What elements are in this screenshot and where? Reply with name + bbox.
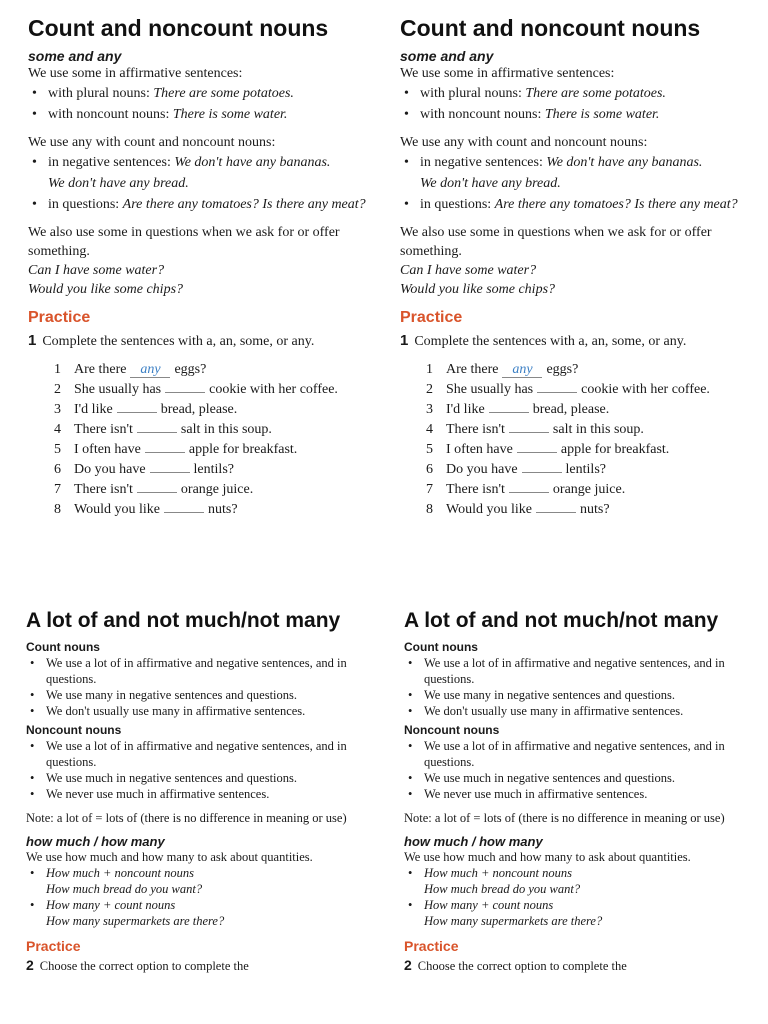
- item-text-before: I'd like: [446, 402, 485, 417]
- item-text-after: apple for breakfast.: [560, 442, 670, 457]
- intro-text: We use any with count and noncount nouns:: [400, 135, 648, 150]
- alot-panel-right: [404, 606, 760, 1024]
- count-noncount-panel-left: [28, 12, 380, 552]
- item-number: 7: [54, 482, 61, 497]
- item-text-before: She usually has: [446, 382, 534, 397]
- practice-heading: Practice: [404, 938, 459, 954]
- exercise-item: [400, 460, 760, 480]
- list-item: • We don't usually use many in affirmative sentences.: [30, 704, 306, 718]
- section-title: A lot of and not much/not many: [404, 609, 719, 632]
- item-text-before: There isn't: [446, 422, 505, 437]
- item-number: 5: [426, 442, 433, 457]
- bullet-list: [26, 738, 378, 802]
- exercise-item: [400, 440, 760, 460]
- practice-heading: Practice: [400, 309, 463, 326]
- item-number: 6: [54, 462, 61, 477]
- bullet-list: [404, 897, 760, 913]
- empty-blank: [164, 500, 204, 513]
- exercise-item: [28, 480, 380, 500]
- item-text-after: salt in this soup.: [552, 422, 644, 437]
- list-item: • with noncount nouns: There is some water.: [32, 107, 288, 122]
- example-text: How many supermarkets are there?: [46, 914, 225, 928]
- exercise-item: [28, 380, 380, 400]
- exercise-instruction: 1 Complete the sentences with a, an, some, or any.: [28, 332, 315, 349]
- exercise-item: [400, 400, 760, 420]
- item-text-before: Do you have: [74, 462, 146, 477]
- exercise-item: [400, 380, 760, 400]
- intro-text: We also use some in questions when we ask for or offer something.: [400, 225, 712, 259]
- list-item: • in questions: Are there any tomatoes? Is there any meat?: [32, 197, 366, 212]
- noncount-nouns-heading: Noncount nouns: [26, 723, 122, 737]
- intro-text: We use some in affirmative sentences:: [28, 66, 243, 81]
- item-number: 2: [54, 382, 61, 397]
- example-text: Would you like some chips?: [400, 282, 556, 297]
- empty-blank: [145, 440, 185, 453]
- practice-heading: Practice: [26, 938, 81, 954]
- exercise-instruction: 2 Choose the correct option to complete the: [26, 957, 249, 973]
- empty-blank: [509, 420, 549, 433]
- note-text: Note: a lot of = lots of (there is no difference in meaning or use): [404, 811, 725, 825]
- empty-blank: [117, 400, 157, 413]
- empty-blank: [489, 400, 529, 413]
- empty-blank: [522, 460, 562, 473]
- section-title: Count and noncount nouns: [28, 15, 329, 41]
- item-text-after: apple for breakfast.: [188, 442, 298, 457]
- list-item: • We use a lot of in affirmative and negative sentences, and in questions.: [408, 656, 725, 686]
- list-item: • How many + count nouns: [30, 898, 176, 912]
- list-item: • We use a lot of in affirmative and negative sentences, and in questions.: [408, 739, 725, 769]
- item-text-before: She usually has: [74, 382, 162, 397]
- item-number: 1: [426, 362, 433, 377]
- item-text-after: eggs?: [546, 362, 579, 377]
- exercise-item: [28, 460, 380, 480]
- some-any-heading: some and any: [400, 48, 494, 64]
- practice-heading: Practice: [28, 309, 91, 326]
- empty-blank: [165, 380, 205, 393]
- intro-text: We also use some in questions when we ask for or offer something.: [28, 225, 340, 259]
- list-item: • We use many in negative sentences and questions.: [408, 688, 676, 702]
- item-text-before: Are there: [446, 362, 499, 377]
- item-text-before: There isn't: [446, 482, 505, 497]
- empty-blank: [517, 440, 557, 453]
- exercise-item: [28, 440, 380, 460]
- list-item: • in questions: Are there any tomatoes? Is there any meat?: [404, 197, 738, 212]
- item-number: 8: [54, 502, 61, 517]
- exercise-item: [28, 400, 380, 420]
- example-text: How many supermarkets are there?: [424, 914, 603, 928]
- how-much-heading: how much / how many: [404, 834, 543, 849]
- example-text: How much bread do you want?: [46, 882, 203, 896]
- list-item: • We don't usually use many in affirmative sentences.: [408, 704, 684, 718]
- count-nouns-heading: Count nouns: [404, 640, 478, 654]
- exercise-list: [400, 360, 760, 520]
- item-text-before: I'd like: [74, 402, 113, 417]
- exercise-item: [400, 480, 760, 500]
- item-text-after: bread, please.: [532, 402, 610, 417]
- empty-blank: [537, 380, 577, 393]
- item-text-before: There isn't: [74, 422, 133, 437]
- exercise-item: [400, 500, 760, 520]
- item-text-after: nuts?: [579, 502, 610, 517]
- exercise-item: [28, 500, 380, 520]
- list-item: • We use many in negative sentences and questions.: [30, 688, 298, 702]
- list-item: • in negative sentences: We don't have any bananas. We don't have any bread.: [32, 155, 331, 191]
- section-title: A lot of and not much/not many: [26, 609, 341, 632]
- empty-blank: [137, 480, 177, 493]
- bullet-list: [26, 897, 378, 913]
- list-item: • We never use much in affirmative sentences.: [408, 787, 648, 801]
- item-text-before: There isn't: [74, 482, 133, 497]
- noncount-nouns-heading: Noncount nouns: [404, 723, 500, 737]
- intro-text: We use how much and how many to ask about quantities.: [404, 850, 691, 864]
- item-number: 3: [426, 402, 433, 417]
- item-text-before: Would you like: [446, 502, 532, 517]
- how-much-heading: how much / how many: [26, 834, 165, 849]
- exercise-item: [400, 360, 760, 380]
- item-number: 8: [426, 502, 433, 517]
- section-title: Count and noncount nouns: [400, 15, 701, 41]
- item-text-after: nuts?: [207, 502, 238, 517]
- list-item: • How much + noncount nouns: [408, 866, 573, 880]
- bullet-list: [26, 865, 378, 881]
- bullet-list: [26, 655, 378, 719]
- exercise-item: [400, 420, 760, 440]
- example-text: How much bread do you want?: [424, 882, 581, 896]
- item-text-before: Would you like: [74, 502, 160, 517]
- bullet-list: [404, 738, 760, 802]
- item-text-after: orange juice.: [180, 482, 254, 497]
- answer-blank: any: [130, 363, 170, 378]
- item-number: 4: [54, 422, 61, 437]
- list-item: • We never use much in affirmative sentences.: [30, 787, 270, 801]
- list-item: • with plural nouns: There are some potatoes.: [32, 86, 294, 101]
- item-text-after: cookie with her coffee.: [581, 382, 710, 397]
- example-text: Would you like some chips?: [28, 282, 184, 297]
- item-text-before: Are there: [74, 362, 127, 377]
- bullet-list: [28, 83, 380, 125]
- bullet-list: [404, 865, 760, 881]
- exercise-item: [28, 360, 380, 380]
- item-number: 4: [426, 422, 433, 437]
- exercise-list: [28, 360, 380, 520]
- item-text-after: eggs?: [174, 362, 207, 377]
- item-number: 3: [54, 402, 61, 417]
- item-text-before: Do you have: [446, 462, 518, 477]
- list-item: • We use much in negative sentences and questions.: [30, 771, 298, 785]
- intro-text: We use some in affirmative sentences:: [400, 66, 615, 81]
- item-text-after: lentils?: [565, 462, 606, 477]
- list-item: • in negative sentences: We don't have any bananas. We don't have any bread.: [404, 155, 703, 191]
- empty-blank: [536, 500, 576, 513]
- intro-text: We use how much and how many to ask about quantities.: [26, 850, 313, 864]
- item-text-after: lentils?: [193, 462, 234, 477]
- bullet-list: [404, 655, 760, 719]
- item-text-before: I often have: [446, 442, 513, 457]
- item-text-after: orange juice.: [552, 482, 626, 497]
- item-text-after: salt in this soup.: [180, 422, 272, 437]
- item-text-after: cookie with her coffee.: [209, 382, 338, 397]
- item-number: 7: [426, 482, 433, 497]
- item-number: 1: [54, 362, 61, 377]
- list-item: • How many + count nouns: [408, 898, 554, 912]
- empty-blank: [137, 420, 177, 433]
- item-number: 5: [54, 442, 61, 457]
- list-item: • We use much in negative sentences and questions.: [408, 771, 676, 785]
- example-text: Can I have some water?: [28, 263, 165, 278]
- answer-blank: any: [502, 363, 542, 378]
- list-item: • with plural nouns: There are some potatoes.: [404, 86, 666, 101]
- item-text-before: I often have: [74, 442, 141, 457]
- exercise-item: [28, 420, 380, 440]
- bullet-list: [400, 83, 760, 125]
- empty-blank: [509, 480, 549, 493]
- bullet-list: [28, 152, 380, 215]
- list-item: • with noncount nouns: There is some water.: [404, 107, 660, 122]
- bullet-list: [400, 152, 760, 215]
- count-nouns-heading: Count nouns: [26, 640, 100, 654]
- exercise-instruction: 1 Complete the sentences with a, an, some, or any.: [400, 332, 687, 349]
- alot-panel-left: [26, 606, 378, 1024]
- intro-text: We use any with count and noncount nouns:: [28, 135, 276, 150]
- note-text: Note: a lot of = lots of (there is no difference in meaning or use): [26, 811, 347, 825]
- exercise-instruction: 2 Choose the correct option to complete the: [404, 957, 627, 973]
- list-item: • How much + noncount nouns: [30, 866, 195, 880]
- empty-blank: [150, 460, 190, 473]
- list-item: • We use a lot of in affirmative and negative sentences, and in questions.: [30, 739, 347, 769]
- example-text: Can I have some water?: [400, 263, 537, 278]
- count-noncount-panel-right: [400, 12, 760, 552]
- list-item: • We use a lot of in affirmative and negative sentences, and in questions.: [30, 656, 347, 686]
- item-number: 6: [426, 462, 433, 477]
- item-text-after: bread, please.: [160, 402, 238, 417]
- some-any-heading: some and any: [28, 48, 122, 64]
- item-number: 2: [426, 382, 433, 397]
